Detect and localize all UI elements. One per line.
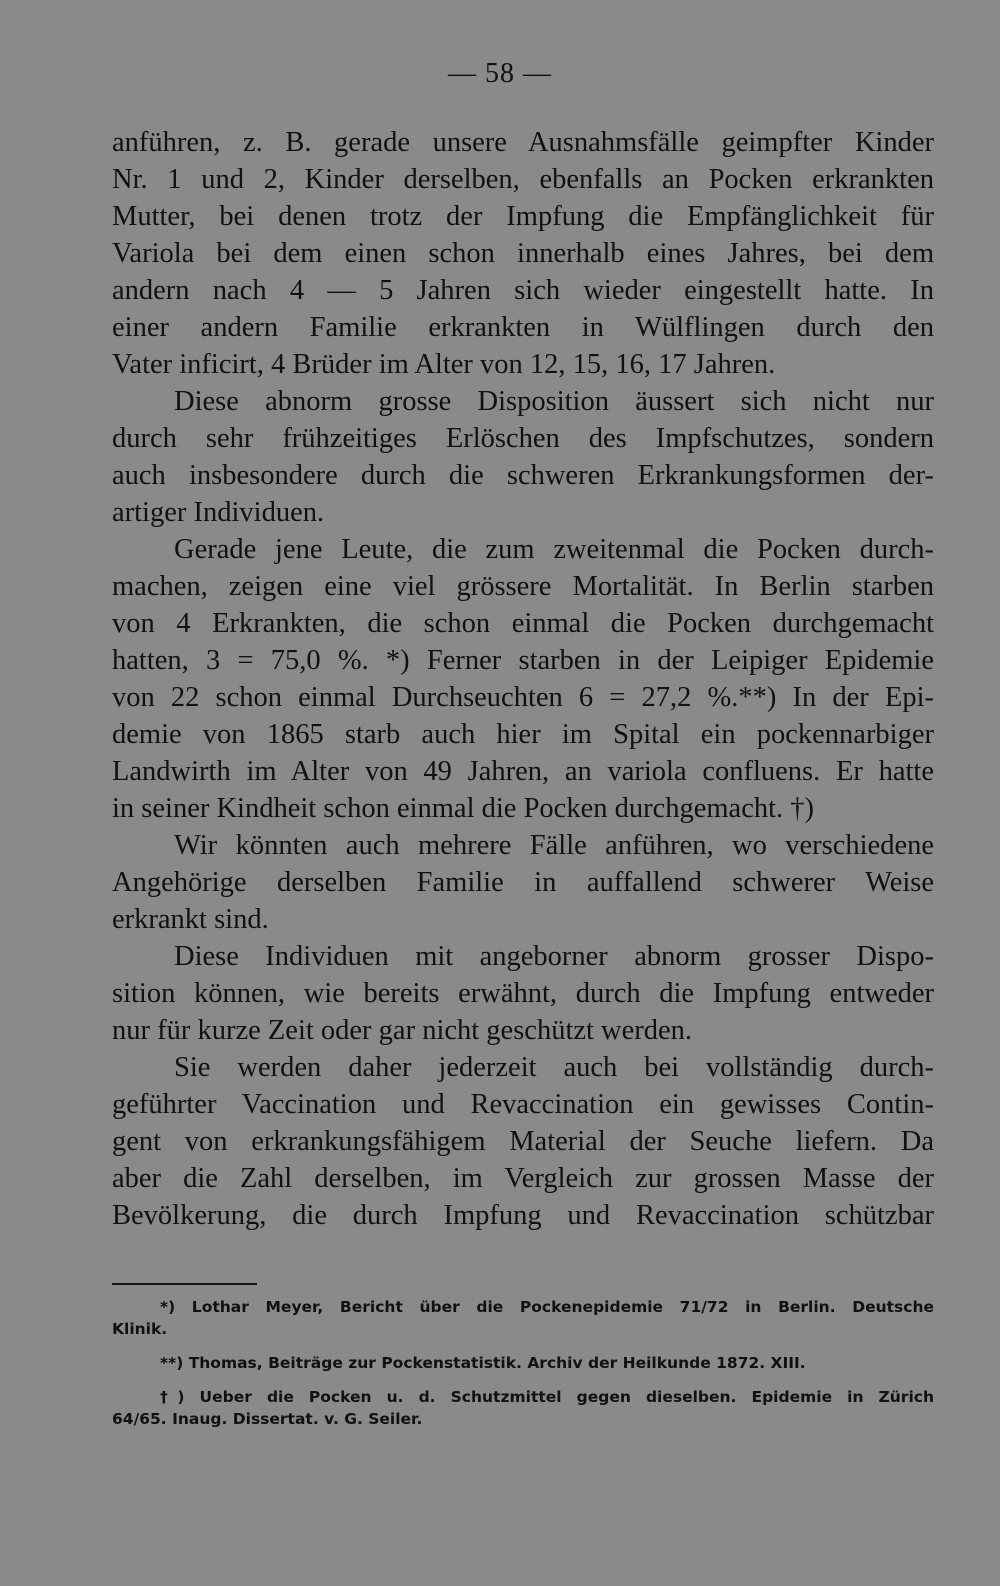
text-line: Nr. 1 und 2, Kinder derselben, ebenfalls an Pocken erkrankten [112,164,934,195]
text-line: andern nach 4 — 5 Jahren sich wieder eingestellt hatte. In [112,275,934,306]
footnotes [112,1296,934,1430]
text-line: nur für kurze Zeit oder gar nicht geschützt werden. [112,1015,693,1046]
footnote-line: Klinik. [112,1320,168,1338]
text-line: anführen, z. B. gerade unsere Ausnahmsfälle geimpfter Kinder [112,127,934,158]
text-line: Landwirth im Alter von 49 Jahren, an variola confluens. Er hatte [112,756,934,787]
text-line: von 22 schon einmal Durchseuchten 6 = 27,2 %.**) In der Epi- [112,682,934,713]
text-line: durch sehr frühzeitiges Erlöschen des Impfschutzes, sondern [112,423,934,454]
footnote-line: †) Ueber die Pocken u. d. Schutzmittel gegen dieselben. Epidemie in Zürich [160,1388,934,1406]
body-text [112,124,934,1234]
text-line: in seiner Kindheit schon einmal die Pocken durchgemacht. †) [112,793,815,824]
text-line: Sie werden daher jederzeit auch bei vollständig durch- [174,1052,934,1083]
text-line: artiger Individuen. [112,497,325,528]
text-line: von 4 Erkrankten, die schon einmal die Pocken durchgemacht [112,608,934,639]
text-line: aber die Zahl derselben, im Vergleich zur grossen Masse der [112,1163,934,1194]
text-line: sition können, wie bereits erwähnt, durch die Impfung entweder [112,978,934,1009]
footnote-line: **) Thomas, Beiträge zur Pockenstatistik. Archiv der Heilkunde 1872. XIII. [160,1354,806,1372]
text-line: Vater inficirt, 4 Brüder im Alter von 12, 15, 16, 17 Jahren. [112,349,776,380]
text-line: machen, zeigen eine viel grössere Mortalität. In Berlin starben [112,571,934,602]
page-number: — 58 — [448,58,552,89]
text-line: Angehörige derselben Familie in auffallend schwerer Weise [112,867,934,898]
text-line: hatten, 3 = 75,0 %. *) Ferner starben in der Leipiger Epidemie [112,645,934,676]
text-line: Diese abnorm grosse Disposition äussert sich nicht nur [174,386,934,417]
text-line: demie von 1865 starb auch hier im Spital ein pockennarbiger [112,719,934,750]
footnote-separator [112,1283,257,1285]
text-line: Diese Individuen mit angeborner abnorm grosser Dispo- [174,941,934,972]
text-line: gent von erkrankungsfähigem Material der Seuche liefern. Da [112,1126,934,1157]
text-line: Variola bei dem einen schon innerhalb eines Jahres, bei dem [112,238,934,269]
text-line: Gerade jene Leute, die zum zweitenmal die Pocken durch- [174,534,934,565]
text-line: Mutter, bei denen trotz der Impfung die Empfänglichkeit für [112,201,934,232]
footnote-line: 64/65. Inaug. Dissertat. v. G. Seiler. [112,1410,423,1428]
text-line: auch insbesondere durch die schweren Erkrankungsformen der- [112,460,934,491]
text-line: einer andern Familie erkrankten in Wülflingen durch den [112,312,934,343]
text-line: Wir könnten auch mehrere Fälle anführen, wo verschiedene [174,830,934,861]
footnote-line: *) Lothar Meyer, Bericht über die Pockenepidemie 71/72 in Berlin. Deutsche [160,1298,934,1316]
text-line: geführter Vaccination und Revaccination ein gewisses Contin- [112,1089,934,1120]
text-line: Bevölkerung, die durch Impfung und Revaccination schützbar [112,1200,934,1231]
text-line: erkrankt sind. [112,904,269,935]
